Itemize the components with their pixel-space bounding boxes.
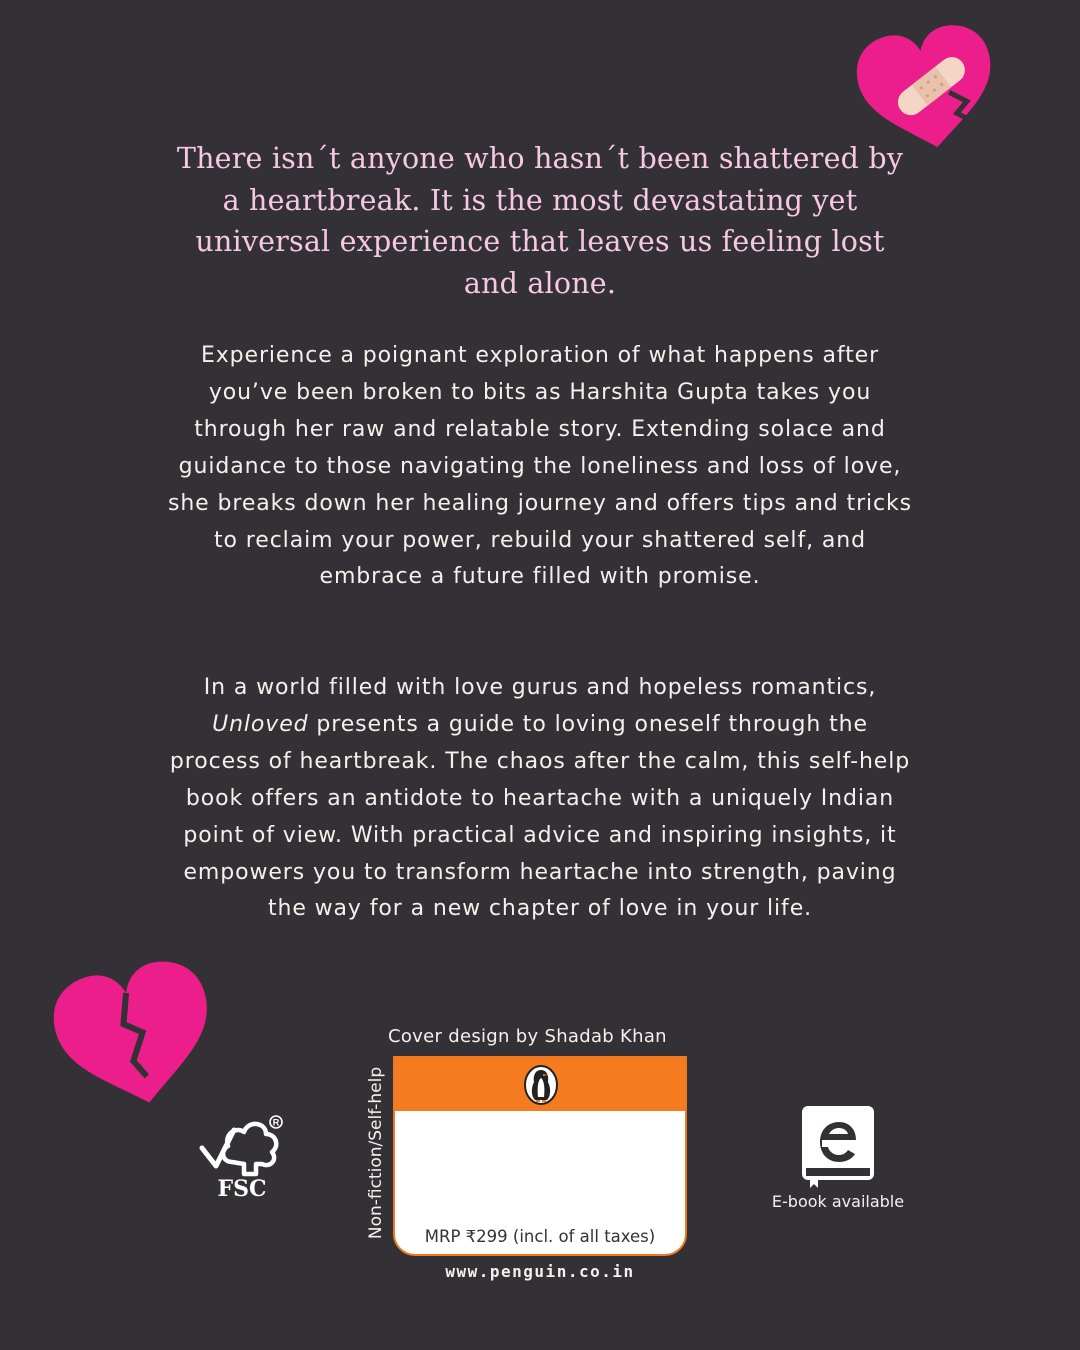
book-title: Unloved bbox=[212, 711, 309, 737]
paragraph-2-text-end: presents a guide to loving oneself through the process of heartbreak. The chaos after the calm, this self-help book offers an antidote to heartache with a uniquely Indian point of view. With practical advice and inspiring insights, it empowers you to transform heartache into strength, paving the way for a new chapter of love in your life. bbox=[169, 711, 911, 922]
fsc-label: FSC bbox=[217, 1176, 267, 1202]
publisher-website: www.penguin.co.in bbox=[445, 1262, 635, 1281]
price-panel bbox=[393, 1056, 687, 1256]
mrp-price: MRP ₹299 (incl. of all taxes) bbox=[424, 1227, 656, 1246]
body-paragraph-1: Experience a poignant exploration of what happens after you’ve been broken to bits as Harshita Gupta takes you through her raw and relatable story. Extending solace and guidance to those navigating the loneliness and loss of love, she breaks down her healing journey and offers tips and tricks to reclaim your power, rebuild your shattered self, and embrace a future filled with promise. bbox=[167, 343, 913, 590]
genre-label: Non-fiction/Self-help bbox=[366, 1066, 386, 1240]
ebook-icon bbox=[800, 1104, 876, 1190]
svg-text:R: R bbox=[272, 1117, 280, 1128]
ebook-available-label: E-book available bbox=[771, 1192, 905, 1211]
cover-design-credit: Cover design by Shadab Khan bbox=[388, 1026, 667, 1047]
penguin-logo bbox=[523, 1064, 559, 1106]
fsc-tree-logo bbox=[192, 1108, 287, 1203]
lead-paragraph: There isn´t anyone who hasn´t been shattered by a heartbreak. It is the most devastating yet universal experience that leaves us feeling lost and alone. bbox=[176, 142, 904, 301]
body-paragraph-2 bbox=[165, 670, 915, 928]
broken-heart-icon bbox=[48, 960, 223, 1110]
paragraph-2-text-start: In a world filled with love gurus and hopeless romantics, bbox=[203, 675, 877, 700]
bandaged-heart-icon bbox=[852, 24, 1002, 152]
